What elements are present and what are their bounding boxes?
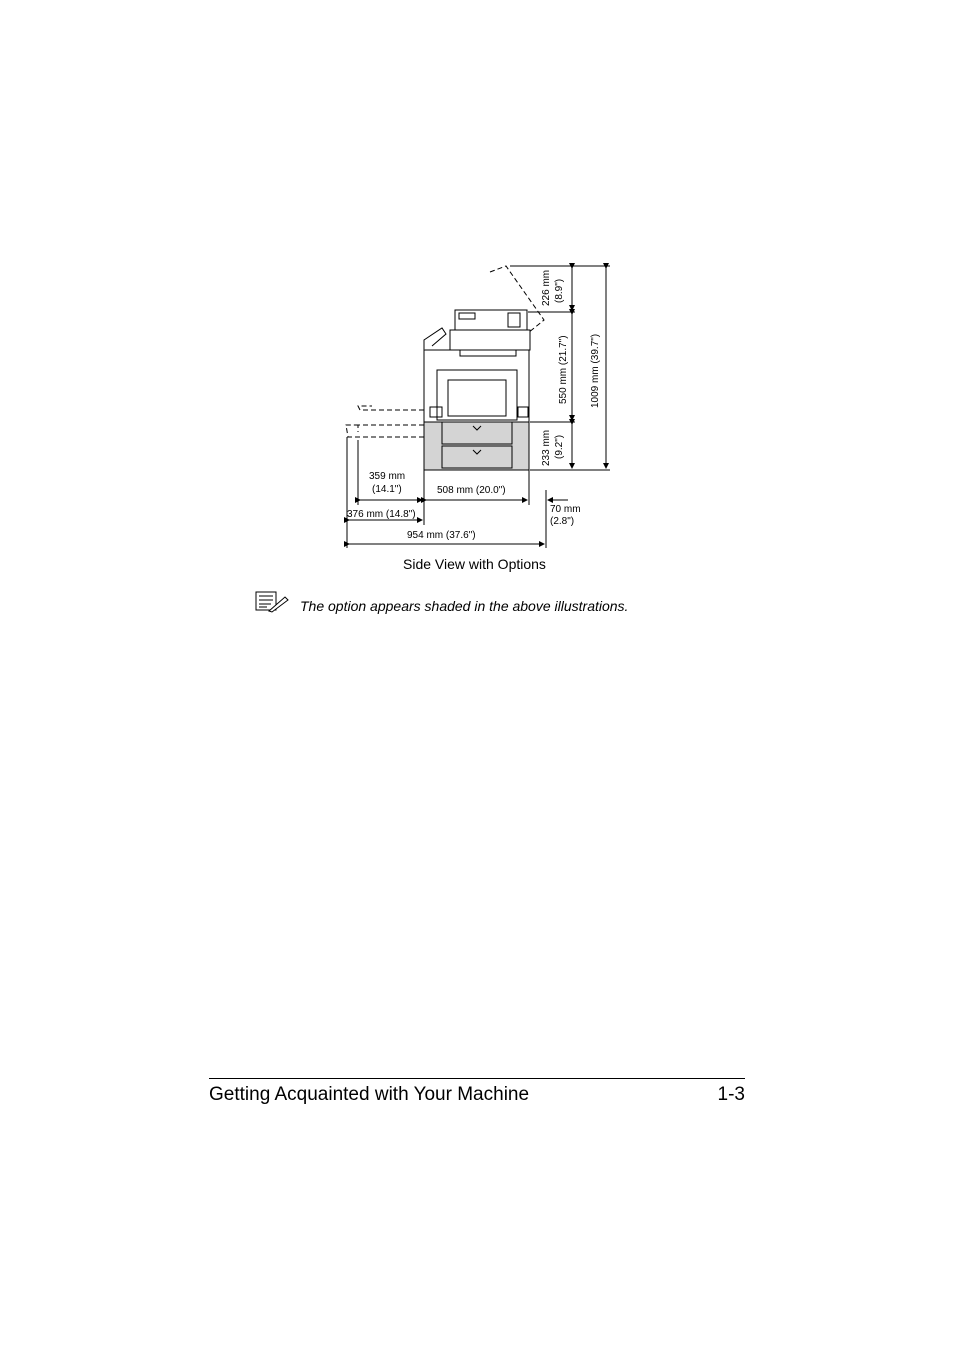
- note-pencil-icon: [255, 591, 289, 613]
- dim-508-label: 508 mm (20.0"): [437, 485, 506, 496]
- dim-359-label: 359 mm: [369, 471, 406, 482]
- dim-359-inch-label: (14.1"): [372, 484, 402, 495]
- page-number: 1-3: [717, 1084, 745, 1105]
- dim-70-inch-label: (2.8"): [550, 516, 575, 527]
- figure-caption: Side View with Options: [403, 556, 546, 572]
- footer-title: Getting Acquainted with Your Machine: [209, 1084, 530, 1105]
- dim-1009-label: 1009 mm (39.7"): [590, 333, 601, 408]
- footer-divider: [209, 1078, 745, 1079]
- dim-550-label: 550 mm (21.7"): [558, 335, 569, 404]
- dim-70-label: 70 mm: [550, 504, 581, 515]
- dim-233-label: 233 mm: [541, 429, 552, 466]
- dim-226-inch-label: (8.9"): [554, 278, 565, 303]
- dim-376-label: 376 mm (14.8"): [347, 509, 416, 520]
- dim-233-inch-label: (9.2"): [554, 434, 565, 459]
- dim-954-label: 954 mm (37.6"): [407, 530, 476, 541]
- side-view-figure: [0, 0, 954, 580]
- note-text: The option appears shaded in the above illustrations.: [300, 598, 629, 614]
- machine-illustration: [346, 266, 544, 470]
- dim-226-label: 226 mm: [541, 269, 552, 306]
